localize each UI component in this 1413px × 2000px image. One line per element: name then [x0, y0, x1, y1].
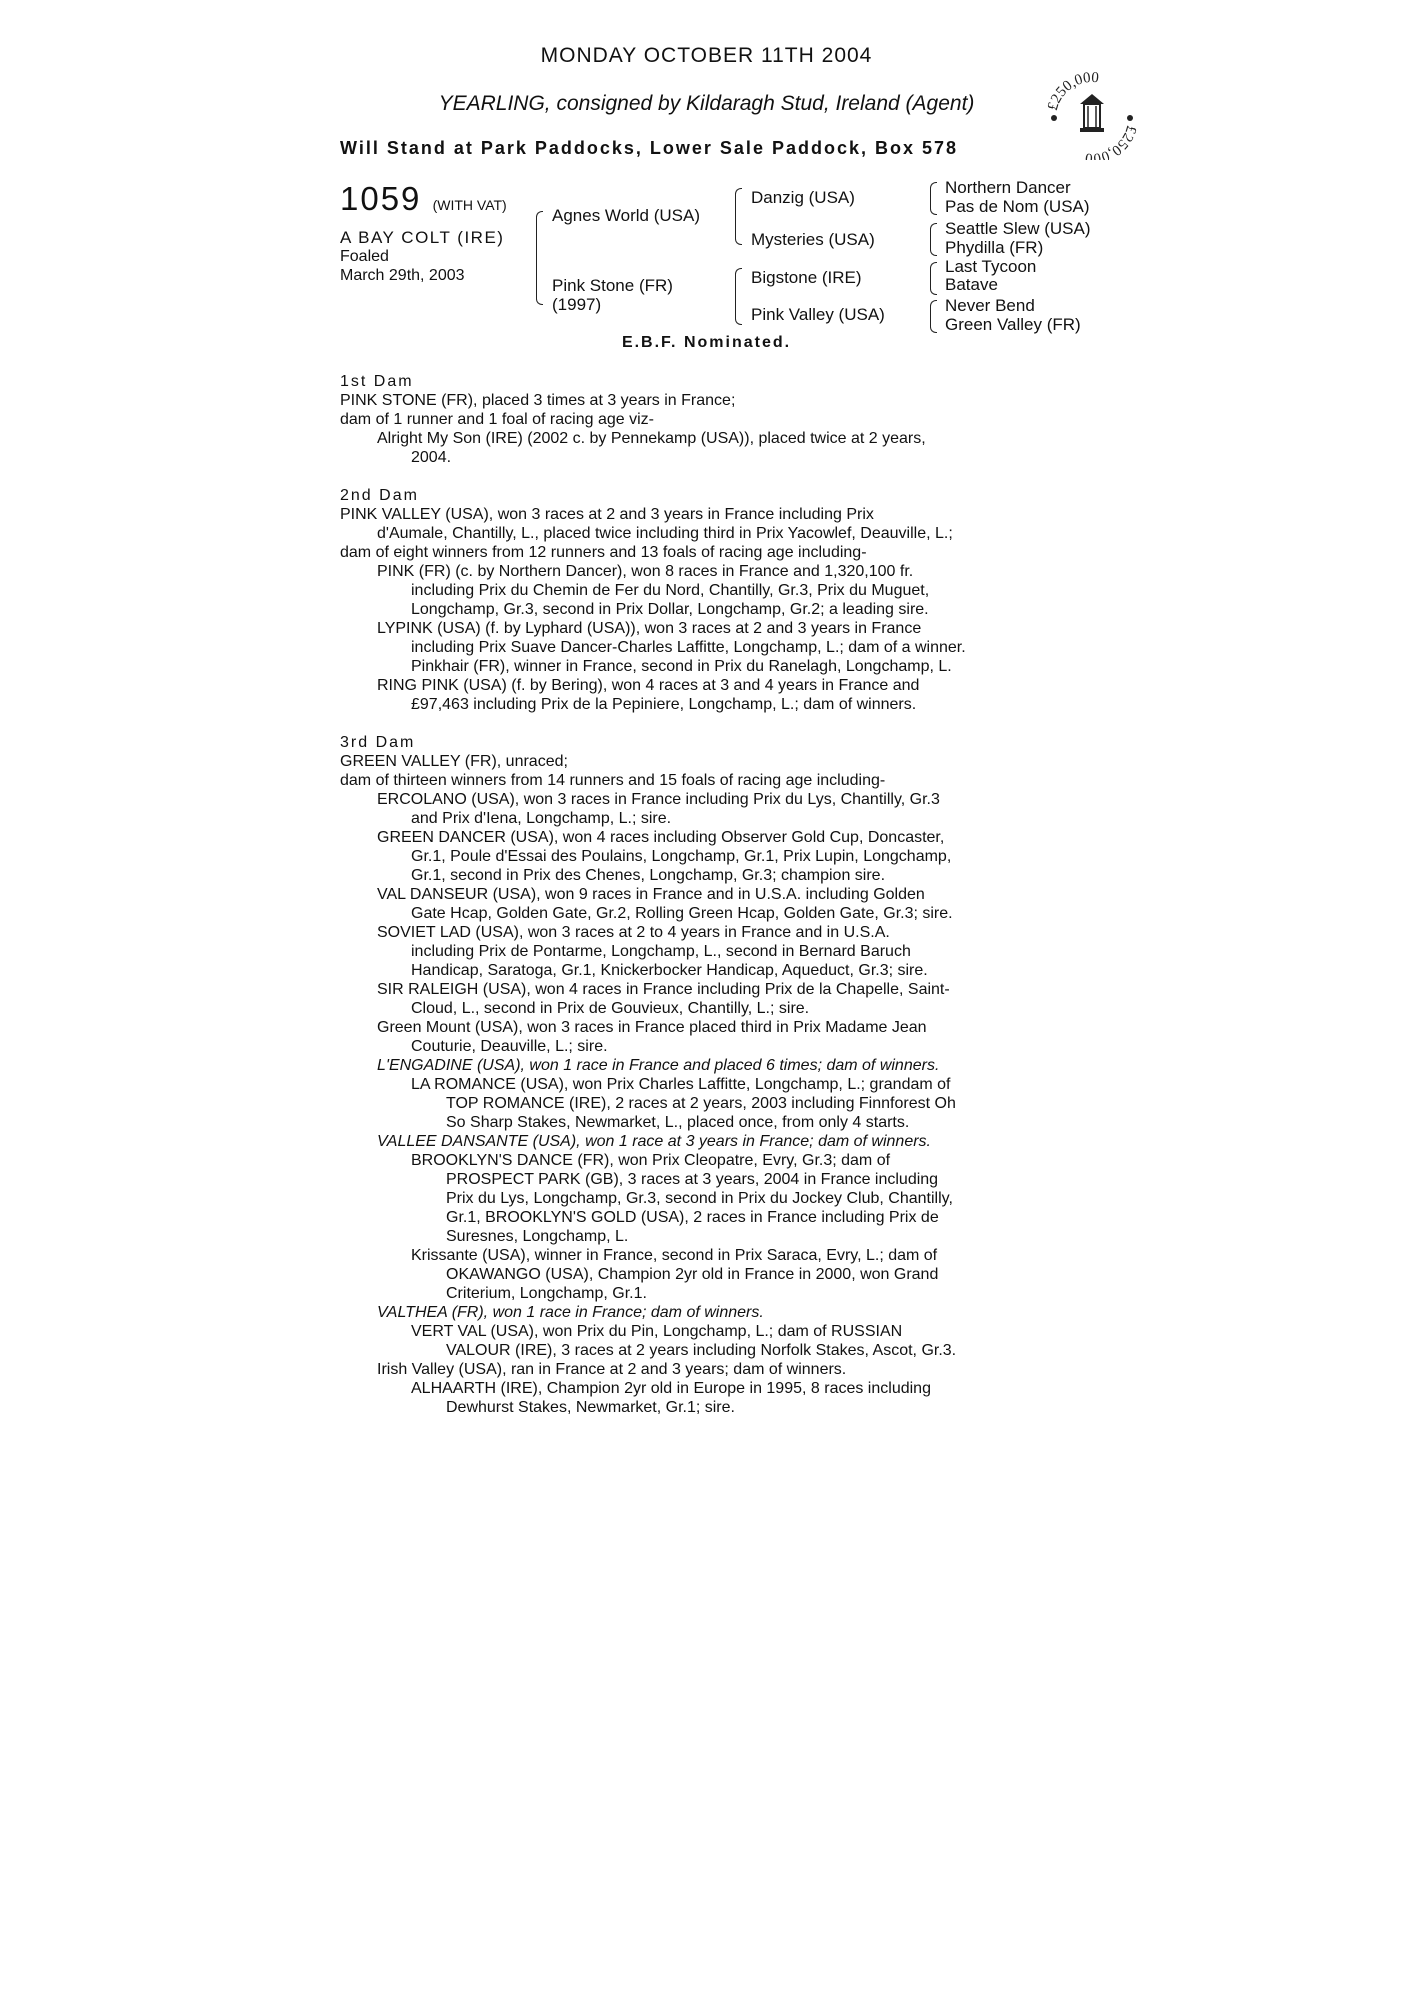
produce-line: £97,463 including Prix de la Pepiniere, Longchamp, L.; dam of winners.	[411, 696, 917, 713]
dam-line: PINK STONE (FR), placed 3 times at 3 years in France;	[340, 392, 736, 409]
pedigree-g1: Northern Dancer Pas de Nom (USA)	[945, 178, 1090, 216]
section-heading: 3rd Dam	[340, 734, 416, 751]
produce-line: VALOUR (IRE), 3 races at 2 years including Norfolk Stakes, Ascot, Gr.3.	[446, 1342, 957, 1359]
produce-line: OKAWANGO (USA), Champion 2yr old in France in 2000, won Grand	[446, 1266, 939, 1283]
produce-line: Handicap, Saratoga, Gr.1, Knickerbocker Handicap, Aqueduct, Gr.3; sire.	[411, 962, 928, 979]
pedigree-brace	[930, 223, 937, 256]
produce-line: SOVIET LAD (USA), won 3 races at 2 to 4 years in France and in U.S.A.	[377, 924, 890, 941]
produce-line: PINK (FR) (c. by Northern Dancer), won 8 races in France and 1,320,100 fr.	[377, 563, 914, 580]
dam-line: GREEN VALLEY (FR), unraced;	[340, 753, 568, 770]
produce-line: TOP ROMANCE (IRE), 2 races at 2 years, 2003 including Finnforest Oh	[446, 1095, 956, 1112]
dam-line: PINK VALLEY (USA), won 3 races at 2 and 3 years in France including Prix	[340, 506, 874, 523]
produce-line: VAL DANSEUR (USA), won 9 races in France and in U.S.A. including Golden	[377, 886, 925, 903]
pedigree-sire-sire: Danzig (USA)	[751, 188, 855, 207]
produce-line: L'ENGADINE (USA), won 1 race in France and placed 6 times; dam of winners.	[377, 1057, 940, 1074]
produce-line: PROSPECT PARK (GB), 3 races at 3 years, 2004 in France including	[446, 1171, 939, 1188]
produce-line: Krissante (USA), winner in France, second in Prix Saraca, Evry, L.; dam of	[411, 1247, 938, 1264]
produce-line: Pinkhair (FR), winner in France, second in Prix du Ranelagh, Longchamp, L.	[411, 658, 952, 675]
price-stamp-icon	[1042, 70, 1142, 160]
section-heading: 1st Dam	[340, 373, 414, 390]
produce-line: SIR RALEIGH (USA), won 4 races in France including Prix de la Chapelle, Saint-	[377, 981, 950, 998]
produce-line: and Prix d'Iena, Longchamp, L.; sire.	[411, 810, 672, 827]
produce-line: Gate Hcap, Golden Gate, Gr.2, Rolling Green Hcap, Golden Gate, Gr.3; sire.	[411, 905, 953, 922]
dam-line: dam of 1 runner and 1 foal of racing age viz-	[340, 411, 654, 428]
second-dam-section	[340, 486, 1072, 714]
pedigree-dam-dam: Pink Valley (USA)	[751, 305, 885, 324]
pedigree-brace	[930, 182, 937, 215]
produce-line: LA ROMANCE (USA), won Prix Charles Laffitte, Longchamp, L.; grandam of	[411, 1076, 951, 1093]
produce-line: VERT VAL (USA), won Prix du Pin, Longchamp, L.; dam of RUSSIAN	[411, 1323, 903, 1340]
pedigree-sire-dam: Mysteries (USA)	[751, 230, 875, 249]
third-dam-section	[340, 733, 1072, 1417]
produce-line: Prix du Lys, Longchamp, Gr.3, second in Prix du Jockey Club, Chantilly,	[446, 1190, 953, 1207]
produce-line: Gr.1, Poule d'Essai des Poulains, Longchamp, Gr.1, Prix Lupin, Longchamp,	[411, 848, 952, 865]
produce-line: VALTHEA (FR), won 1 race in France; dam of winners.	[377, 1304, 764, 1321]
produce-line: Gr.1, second in Prix des Chenes, Longchamp, Gr.3; champion sire.	[411, 867, 886, 884]
pedigree-dam-sire: Bigstone (IRE)	[751, 268, 862, 287]
pedigree-brace	[735, 188, 742, 245]
produce-line: So Sharp Stakes, Newmarket, L., placed once, from only 4 starts.	[446, 1114, 910, 1131]
produce-line: GREEN DANCER (USA), won 4 races including Observer Gold Cup, Doncaster,	[377, 829, 945, 846]
pedigree-brace	[735, 268, 742, 325]
dam-line: dam of eight winners from 12 runners and 13 foals of racing age including-	[340, 544, 867, 561]
produce-line: LYPINK (USA) (f. by Lyphard (USA)), won 3 races at 2 and 3 years in France	[377, 620, 922, 637]
pedigree-brace	[536, 211, 543, 305]
svg-text:£250,000	[1045, 70, 1099, 112]
section-heading: 2nd Dam	[340, 487, 419, 504]
foaled-date: Foaled March 29th, 2003	[340, 248, 465, 284]
pedigree-dam: Pink Stone (FR) (1997)	[552, 276, 673, 314]
dam-line: dam of thirteen winners from 14 runners and 15 foals of racing age including-	[340, 772, 886, 789]
produce-line: Couturie, Deauville, L.; sire.	[411, 1038, 608, 1055]
produce-line: Green Mount (USA), won 3 races in France placed third in Prix Madame Jean	[377, 1019, 927, 1036]
lot-description: A BAY COLT (IRE)	[340, 228, 505, 247]
pedigree-sire: Agnes World (USA)	[552, 206, 701, 225]
sale-date: MONDAY OCTOBER 11TH 2004	[540, 44, 873, 67]
pedigree-brace	[930, 262, 937, 295]
produce-line: Irish Valley (USA), ran in France at 2 and 3 years; dam of winners.	[377, 1361, 847, 1378]
produce-line: RING PINK (USA) (f. by Bering), won 4 races at 3 and 4 years in France and	[377, 677, 920, 694]
produce-line: ERCOLANO (USA), won 3 races in France including Prix du Lys, Chantilly, Gr.3	[377, 791, 940, 808]
stamp-text: £250,000	[1044, 70, 1100, 113]
lot-number-value: 1059	[340, 180, 422, 217]
pedigree-g3: Last Tycoon Batave	[945, 257, 1037, 294]
pedigree-g4: Never Bend Green Valley (FR)	[945, 296, 1081, 334]
produce-line: Cloud, L., second in Prix de Gouvieux, Chantilly, L.; sire.	[411, 1000, 810, 1017]
dam-line: d'Aumale, Chantilly, L., placed twice including third in Prix Yacowlef, Deauville, L.;	[377, 525, 953, 542]
consignor-line: YEARLING, consigned by Kildaragh Stud, Ireland (Agent)	[438, 92, 975, 115]
first-dam-section	[340, 372, 1072, 467]
produce-line: Gr.1, BROOKLYN'S GOLD (USA), 2 races in France including Prix de	[446, 1209, 939, 1226]
produce-line: VALLEE DANSANTE (USA), won 1 race at 3 years in France; dam of winners.	[377, 1133, 931, 1150]
vat-label: (WITH VAT)	[432, 197, 507, 213]
produce-line: including Prix Suave Dancer-Charles Laffitte, Longchamp, L.; dam of a winner.	[411, 639, 966, 656]
produce-line: BROOKLYN'S DANCE (FR), won Prix Cleopatre, Evry, Gr.3; dam of	[411, 1152, 891, 1169]
produce-line: including Prix de Pontarme, Longchamp, L., second in Bernard Baruch	[411, 943, 911, 960]
ebf-nomination: E.B.F. Nominated.	[621, 334, 792, 351]
stand-location: Will Stand at Park Paddocks, Lower Sale Paddock, Box 578	[340, 138, 959, 158]
stamp-text-lower: £250,000	[1084, 123, 1140, 160]
produce-line: Alright My Son (IRE) (2002 c. by Pennekamp (USA)), placed twice at 2 years,	[377, 430, 926, 447]
produce-line: Longchamp, Gr.3, second in Prix Dollar, Longchamp, Gr.2; a leading sire.	[411, 601, 929, 618]
pedigree-brace	[930, 300, 937, 333]
pedigree-g2: Seattle Slew (USA) Phydilla (FR)	[945, 219, 1091, 257]
produce-line: Criterium, Longchamp, Gr.1.	[446, 1285, 647, 1302]
produce-line: ALHAARTH (IRE), Champion 2yr old in Europe in 1995, 8 races including	[411, 1380, 931, 1397]
produce-line: Dewhurst Stakes, Newmarket, Gr.1; sire.	[446, 1399, 735, 1416]
produce-line: Suresnes, Longchamp, L.	[446, 1228, 629, 1245]
lot-number	[340, 180, 507, 218]
produce-line: 2004.	[411, 449, 452, 466]
produce-line: including Prix du Chemin de Fer du Nord, Chantilly, Gr.3, Prix du Muguet,	[411, 582, 930, 599]
